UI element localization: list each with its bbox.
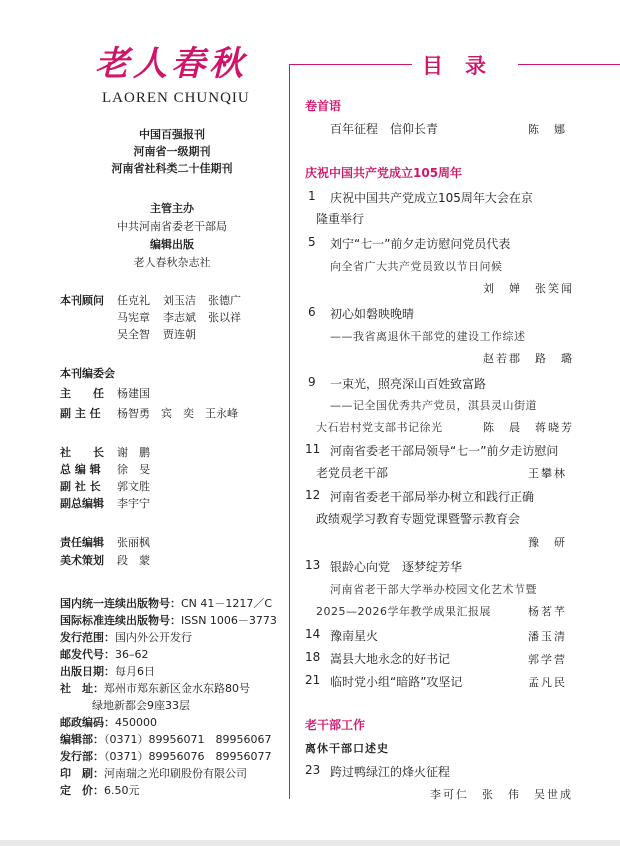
toc-entry-title-cont[interactable]: 老党员老干部 xyxy=(316,466,389,480)
toc-entry-author: 郭学营 xyxy=(528,653,567,666)
staff-label: 副 社 长 xyxy=(60,480,101,493)
toc-left-rule xyxy=(289,64,290,799)
toc-entry-author: 陈 晨 蒋晓芳 xyxy=(483,421,574,434)
pub-info-row: 国内统一连续出版物号：CN 41－1217／C xyxy=(60,597,273,610)
toc-page-number: 11 xyxy=(305,442,321,456)
toc-entry-title[interactable]: 银龄心向党 逐梦绽芳华 xyxy=(330,560,463,574)
advisor-name: 李志斌 xyxy=(163,311,196,324)
toc-entry-title[interactable]: 河南省委老干部局领导“七一”前夕走访慰问 xyxy=(330,444,559,458)
toc-entry-author: 李可仁 张 伟 吴世成 xyxy=(430,788,573,801)
toc-entry-title[interactable]: 河南省委老干部局举办树立和践行正确 xyxy=(330,490,535,504)
toc-page-number: 12 xyxy=(305,488,321,502)
advisor-name: 任克礼 xyxy=(117,294,150,307)
toc-entry-title[interactable]: 初心如磐映晚晴 xyxy=(330,307,415,321)
pub-info-row: 编辑部：（0371）89956071 89956067 xyxy=(60,733,272,746)
toc-entry-author: 陈 娜 xyxy=(528,123,567,136)
toc-entry-subtitle: 河南省老干部大学举办校园文化艺术节暨 xyxy=(330,583,537,596)
pub-info-row: 发行范围：国内外公开发行 xyxy=(60,631,192,644)
advisor-name: 刘玉洁 xyxy=(163,294,196,307)
magazine-logo: 老人春秋 xyxy=(95,44,247,84)
toc-entry-subtitle: 向全省广大共产党员致以节日问候 xyxy=(330,260,503,273)
editor-name: 段 蒙 xyxy=(117,554,150,567)
advisor-name: 张德广 xyxy=(208,294,241,307)
toc-entry-title[interactable]: 跨过鸭绿江的烽火征程 xyxy=(330,765,451,779)
toc-entry-author: 刘 婵 张笑闻 xyxy=(483,282,574,295)
toc-entry-subtitle-cont: 大石岩村党支部书记徐光 xyxy=(316,421,443,434)
page-bottom-band xyxy=(0,840,620,846)
toc-page-number: 9 xyxy=(308,375,316,389)
pub-info-row: 绿地新都会9座33层 xyxy=(92,699,190,712)
toc-page-number: 6 xyxy=(308,305,316,319)
advisor-name: 吴全智 xyxy=(117,328,150,341)
toc-entry-subtitle-cont: 2025—2026学年教学成果汇报展 xyxy=(316,605,491,618)
toc-entry-title-cont[interactable]: 政绩观学习教育专题党课暨警示教育会 xyxy=(316,512,521,526)
toc-entry-title[interactable]: 临时党小组“暗路”攻坚记 xyxy=(330,675,463,689)
publisher: 老人春秋杂志社 xyxy=(133,256,211,269)
editor-name: 张丽枫 xyxy=(117,536,150,549)
toc-page-number: 23 xyxy=(305,763,321,777)
toc-title: 目录 xyxy=(412,50,518,80)
advisors-label: 本刊顾问 xyxy=(60,294,104,307)
pub-info-row: 邮发代号：36–62 xyxy=(60,648,149,661)
pub-info-row: 发行部：（0371）89956076 89956077 xyxy=(60,750,272,763)
pub-info-row: 邮政编码：450000 xyxy=(60,716,157,729)
committee-title: 本刊编委会 xyxy=(60,367,115,380)
tagline-2: 河南省一级期刊 xyxy=(133,145,211,158)
staff-name: 谢 鹏 xyxy=(117,446,150,459)
toc-entry-title[interactable]: 豫南星火 xyxy=(330,629,379,643)
staff-name: 郭文胜 xyxy=(117,480,150,493)
toc-subsection-heading: 离休干部口述史 xyxy=(305,742,389,755)
toc-page-number: 5 xyxy=(308,235,316,249)
toc-entry-author: 杨茗芊 xyxy=(528,605,567,618)
advisor-name: 张以祥 xyxy=(208,311,241,324)
staff-label: 社 长 xyxy=(60,446,104,459)
toc-entry-author: 孟凡民 xyxy=(528,676,567,689)
toc-entry-title[interactable]: 一束光，照亮深山百姓致富路 xyxy=(330,377,487,391)
toc-entry-author: 潘玉清 xyxy=(528,630,567,643)
editor-label: 美术策划 xyxy=(60,554,104,567)
staff-label: 副总编辑 xyxy=(60,497,104,510)
publisher-label: 编辑出版 xyxy=(150,238,194,251)
tagline-1: 中国百强报刊 xyxy=(139,128,205,141)
deputy-label: 副 主 任 xyxy=(60,407,101,420)
toc-page-number: 13 xyxy=(305,558,321,572)
tagline-3: 河南省社科类二十佳期刊 xyxy=(111,162,233,175)
director-label: 主 任 xyxy=(60,387,104,400)
toc-page-number: 21 xyxy=(305,673,321,687)
toc-entry-author: 王攀林 xyxy=(528,467,567,480)
toc-section-heading: 卷首语 xyxy=(305,99,342,113)
toc-entry-title[interactable]: 庆祝中国共产党成立105周年大会在京 xyxy=(330,191,533,205)
toc-entry-title[interactable]: 刘宁“七一”前夕走访慰问党员代表 xyxy=(330,237,511,251)
pub-info-row: 印 刷：河南瑞之光印刷股份有限公司 xyxy=(60,767,247,780)
pub-info-row: 定 价：6.50元 xyxy=(60,784,140,797)
magazine-logo-english: LAOREN CHUNQIU xyxy=(102,90,250,106)
toc-entry-author: 豫 研 xyxy=(528,536,567,549)
toc-entry-title[interactable]: 百年征程 信仰长青 xyxy=(330,122,439,136)
advisor-name: 马宪章 xyxy=(117,311,150,324)
sponsor: 中共河南省委老干部局 xyxy=(117,220,227,233)
toc-page-number: 18 xyxy=(305,650,321,664)
toc-section-heading: 庆祝中国共产党成立105周年 xyxy=(305,166,463,180)
toc-entry-subtitle: ——我省离退休干部党的建设工作综述 xyxy=(330,330,526,343)
toc-entry-title[interactable]: 嵩县大地永念的好书记 xyxy=(330,652,451,666)
pub-info-row: 出版日期：每月6日 xyxy=(60,665,155,678)
deputy-names: 杨智勇 宾 奕 王永峰 xyxy=(117,407,238,420)
toc-page-number: 14 xyxy=(305,627,321,641)
pub-info-row: 社 址：郑州市郑东新区金水东路80号 xyxy=(60,682,250,695)
toc-entry-subtitle: ——记全国优秀共产党员，淇县灵山街道 xyxy=(330,399,537,412)
toc-entry-author: 赵若郡 路 璐 xyxy=(483,352,574,365)
pub-info-row: 国际标准连续出版物号：ISSN 1006－3773 xyxy=(60,614,277,627)
director-name: 杨建国 xyxy=(117,387,150,400)
toc-page-number: 1 xyxy=(308,189,316,203)
staff-name: 徐 旻 xyxy=(117,463,150,476)
toc-entry-title-cont[interactable]: 隆重举行 xyxy=(316,212,365,226)
toc-section-heading: 老干部工作 xyxy=(305,718,366,732)
staff-name: 李宇宁 xyxy=(117,497,150,510)
editor-label: 责任编辑 xyxy=(60,536,104,549)
advisor-name: 贾连朝 xyxy=(163,328,196,341)
staff-label: 总 编 辑 xyxy=(60,463,101,476)
sponsor-label: 主管主办 xyxy=(150,202,194,215)
